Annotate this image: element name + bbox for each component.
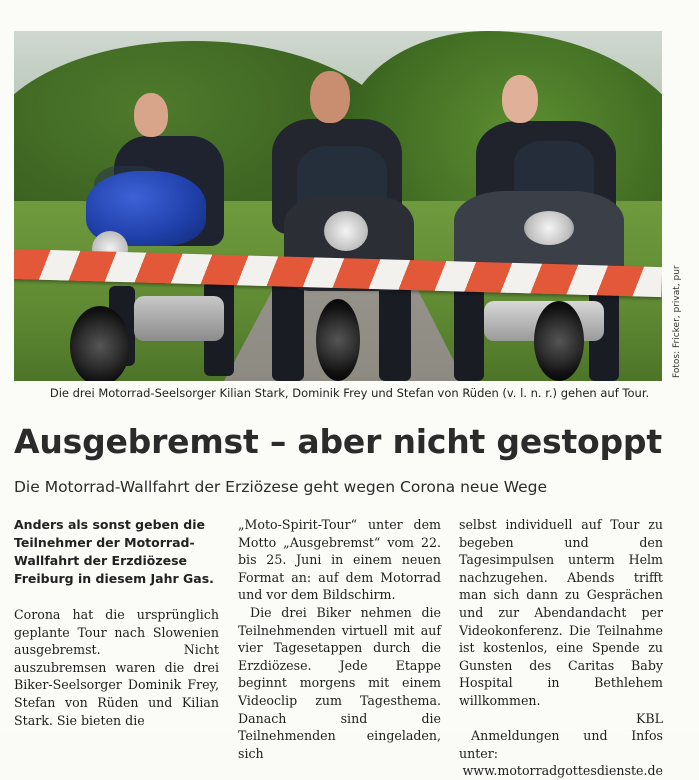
column-3-paragraph-2: Anmeldungen und Infos unter: [459,728,663,761]
article-subheadline: Die Motorrad-Wallfahrt der Erziözese geht wegen Corona neue Wege [14,478,548,496]
photo-credit-text: Fotos: Fricker, privat, pur [672,265,682,378]
column-1-body: Corona hat die ursprünglich geplante Tour nach Slowenien ausgebremst. Nicht auszubremsen waren die drei Biker-Seelsorger Dominik Frey, Stefan von Rüden und Kilian Stark. Sie bieten die [14,607,219,728]
column-3-paragraph-1: selbst individuell auf Tour zu begeben und den Tagesimpulsen unterm Helm nachzugehen. Abends trifft man sich dann zu Gesprächen und zur Abendandacht per Videokonferenz. Die Teilnahme ist kostenlos, eine Spende zu Gunsten des Caritas Baby Hospital in Bethlehem willkommen. [459,517,663,708]
article-column-1 [14,516,219,729]
wheel-middle [316,299,360,381]
article-lead: Anders als sonst geben die Teilnehmer der Motorrad-Wallfahrt der Erzdiözese Freiburg in diesem Jahr Gas. [14,517,214,586]
headlight-middle [324,211,368,251]
headlight-right [524,211,574,245]
engine-left [134,296,224,341]
article-column-2 [238,516,441,762]
column-2-paragraph-2: Die drei Biker nehmen die Teilnehmenden virtuell mit auf vier Tagesetappen durch die Erzdiözese. Jede Etappe beginnt morgens mit einem Videoclip zum Tagesthema. Danach sind die Teilnehmenden eingeladen, sich [238,604,441,761]
wheel-left [70,306,130,381]
photo-caption: Die drei Motorrad-Seelsorger Kilian Stark, Dominik Frey und Stefan von Rüden (v. l. n. r.) gehen auf Tour. [49,386,650,400]
column-2-paragraph-1: „Moto-Spirit-Tour“ unter dem Motto „Ausgebremst“ vom 22. bis 25. Juni in einem neuen Format an: auf dem Motorrad und vor dem Bildschirm. [238,517,441,603]
author-initials: KBL [635,710,663,726]
article-photo [14,31,662,381]
wheel-right [534,301,584,381]
article-column-3 [459,516,663,780]
article-headline: Ausgebremst – aber nicht gestoppt [14,422,662,461]
website-link: www.motorradgottesdienste.de [462,763,663,779]
